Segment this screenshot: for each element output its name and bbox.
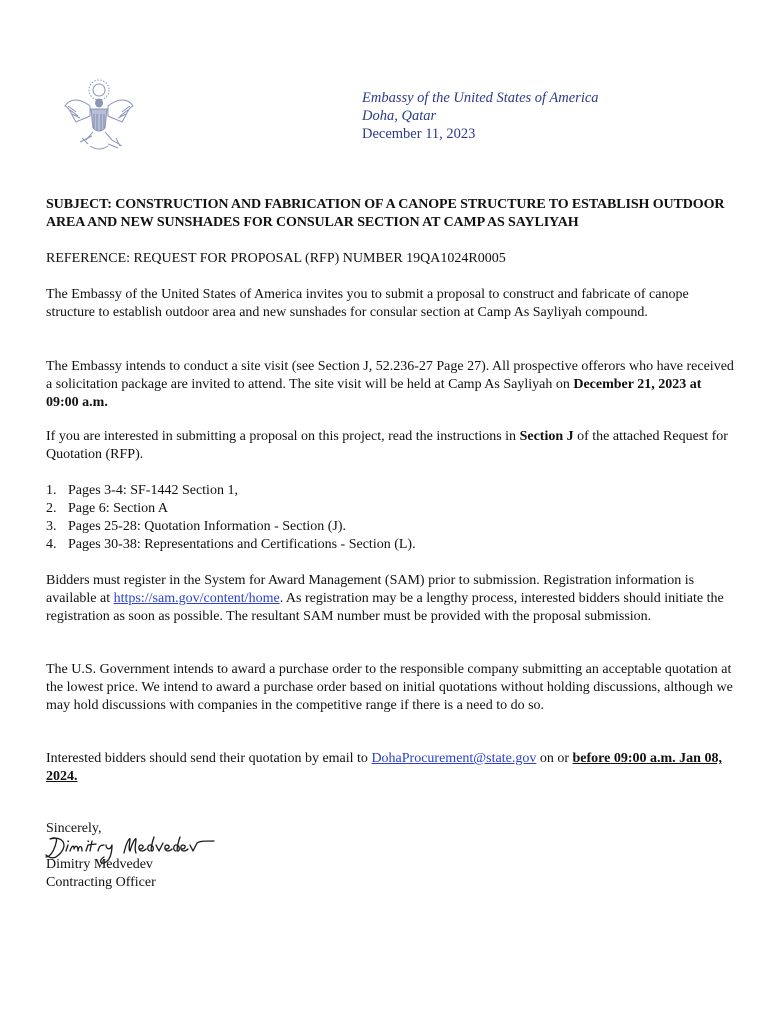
- sam-text-before: Bidders must register in the System for Award Management (SAM) prior to submission. Registration information is available at: [46, 573, 695, 606]
- instructions-text-after: of the attached Request for Quotation (RFP).: [46, 429, 728, 462]
- list-item-number: 4.: [46, 537, 57, 552]
- list-item-text: Pages 30-38: Representations and Certifications - Section (L).: [68, 537, 416, 552]
- sender-name: Embassy of the United States of America: [362, 90, 599, 106]
- list-item-number: 1.: [46, 483, 57, 498]
- list-item: [46, 518, 736, 536]
- sender-address-block: [362, 89, 599, 143]
- site-visit-date: December 21, 2023 at 09:00 a.m.: [46, 377, 702, 410]
- procurement-email-link[interactable]: DohaProcurement@state.gov: [371, 751, 537, 766]
- signer-name: Dimitry Medvedev: [46, 857, 153, 872]
- list-item-text: Pages 3-4: SF-1442 Section 1,: [68, 483, 238, 498]
- sam-text-after: . As registration may be a lengthy process, interested bidders should initiate the registration as soon as possible. The resultant SAM number must be provided with the proposal submission.: [46, 591, 724, 624]
- site-visit-paragraph: [46, 358, 736, 412]
- site-visit-text: The Embassy intends to conduct a site visit (see Section J, 52.236-27 Page 27). All prospective offerors who have received a solicitation package are invited to attend. The site visit will be held at Camp As Sayliyah on: [46, 359, 734, 392]
- list-item: [46, 482, 736, 500]
- list-item-text: Page 6: Section A: [68, 501, 168, 516]
- subject-line: SUBJECT: CONSTRUCTION AND FABRICATION OF A CANOPE STRUCTURE TO ESTABLISH OUTDOOR AREA AND NEW SUNSHADES FOR CONSULAR SECTION AT CAMP AS SAYLIYAH: [46, 197, 725, 230]
- intro-paragraph: The Embassy of the United States of America invites you to submit a proposal to construct and fabricate of canope structure to establish outdoor area and new sunshades for consular section at Camp As Sayliyah compound.: [46, 287, 689, 320]
- list-item: [46, 536, 736, 554]
- sam-link[interactable]: https://sam.gov/content/home: [113, 591, 280, 606]
- submission-text-middle: on or: [536, 751, 573, 766]
- list-item-number: 3.: [46, 519, 57, 534]
- instructions-paragraph: [46, 428, 736, 464]
- sam-paragraph: [46, 572, 736, 626]
- list-item-number: 2.: [46, 501, 57, 516]
- instructions-section: Section J: [519, 429, 574, 444]
- instructions-text-before: If you are interested in submitting a proposal on this project, read the instructions in: [46, 429, 520, 444]
- embassy-seal: [62, 76, 136, 154]
- list-item: [46, 500, 736, 518]
- list-item-text: Pages 25-28: Quotation Information - Section (J).: [68, 519, 347, 534]
- letter-date: December 11, 2023: [362, 126, 476, 142]
- submission-paragraph: [46, 750, 736, 786]
- great-seal-eagle-icon: [62, 76, 136, 154]
- submission-deadline: before 09:00 a.m. Jan 08, 2024.: [46, 751, 722, 784]
- signer-title: Contracting Officer: [46, 875, 156, 890]
- submission-text-before: Interested bidders should send their quotation by email to: [46, 751, 372, 766]
- sender-city: Doha, Qatar: [362, 108, 437, 124]
- section-list: [46, 482, 736, 554]
- reference-line: REFERENCE: REQUEST FOR PROPOSAL (RFP) NUMBER 19QA1024R0005: [46, 251, 506, 266]
- salutation: Sincerely,: [46, 821, 102, 836]
- award-paragraph: The U.S. Government intends to award a purchase order to the responsible company submitting an acceptable quotation at the lowest price. We intend to award a purchase order based on initial quotations without holding discussions, although we may hold discussions with companies in the competitive range if there is a need to do so.: [46, 662, 733, 713]
